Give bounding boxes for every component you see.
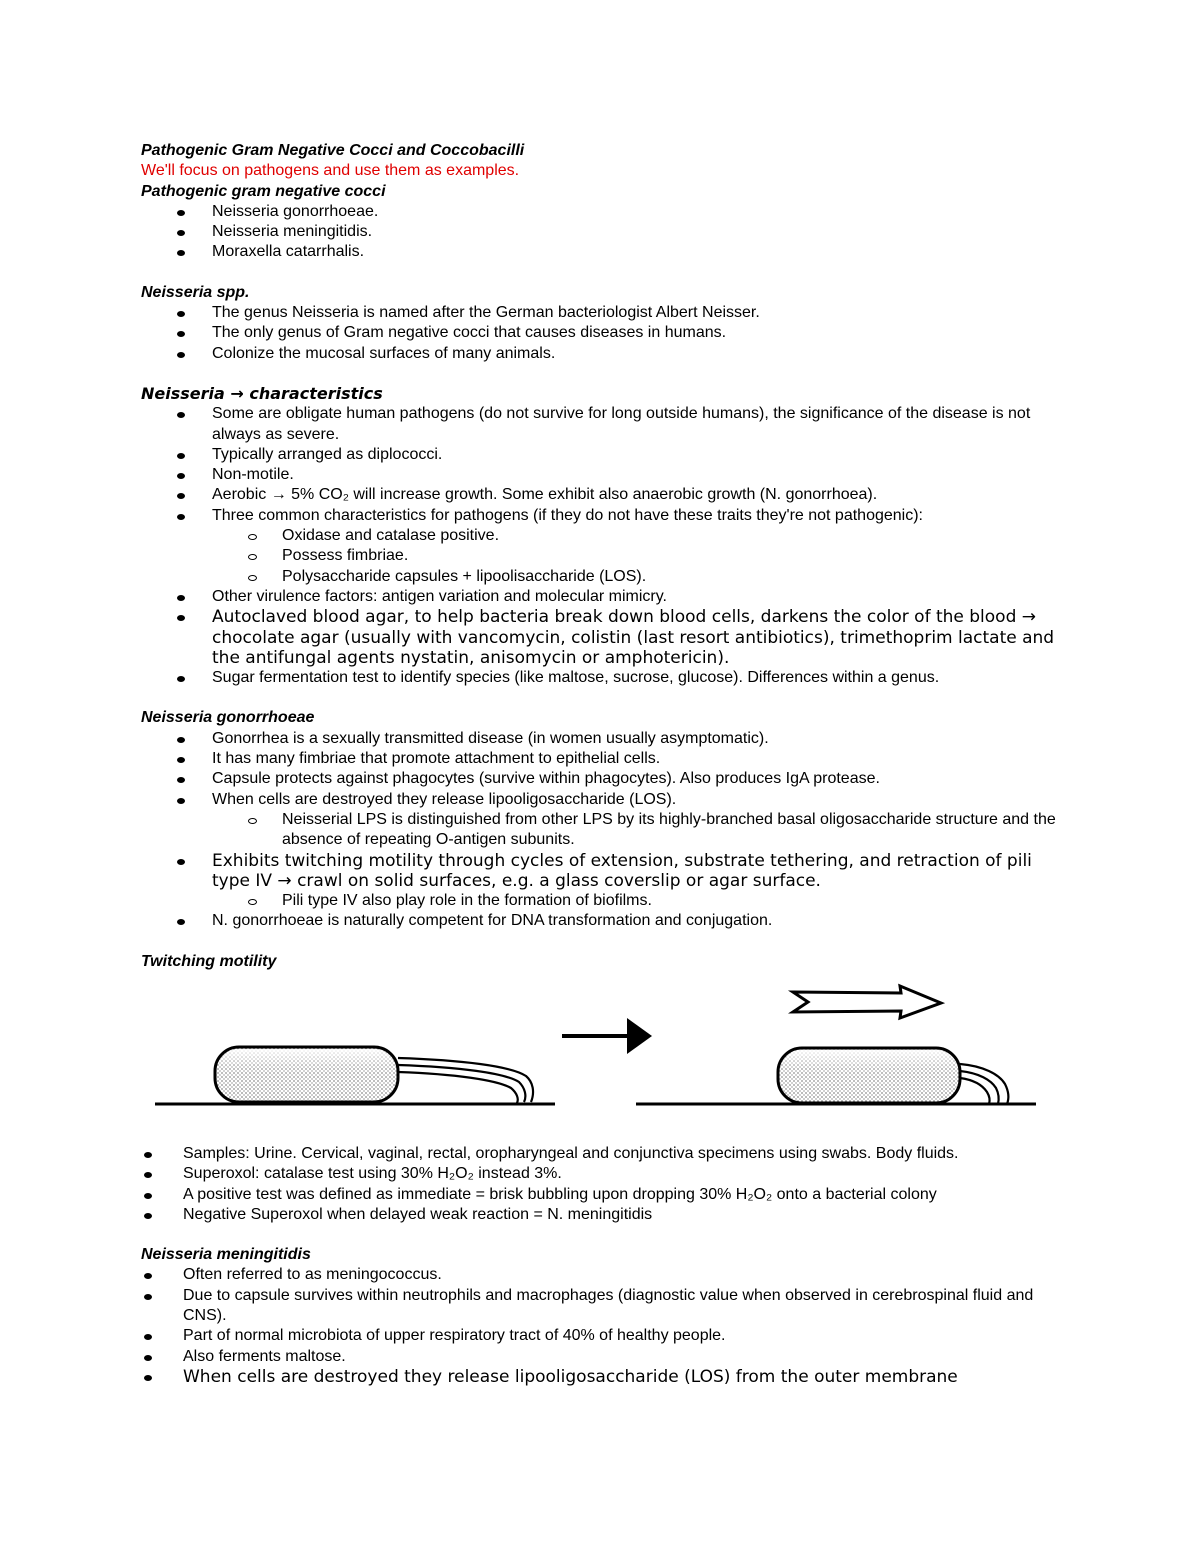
- characteristics-list: [141, 404, 1061, 526]
- gonorrhoeae-sublist-1: [141, 810, 1061, 851]
- section-heading-twitching: Twitching motility: [141, 952, 277, 970]
- list-item: Autoclaved blood agar, to help bacteria break down blood cells, darkens the color of the blood → chocolate agar (usually with vancomycin, colistin (last resort antibiotics), trimethoprim lactate and the antifungal agents nystatin, anisomycin or amphotericin).: [141, 607, 1061, 668]
- section-heading-characteristics: Neisseria → characteristics: [141, 383, 383, 403]
- gonorrhoeae-list-last: [141, 911, 1061, 931]
- list-item: Exhibits twitching motility through cycles of extension, substrate tethering, and retraction of pili type IV → crawl on solid surfaces, e.g. a glass coverslip or agar surface.: [141, 851, 1061, 892]
- list-item: The only genus of Gram negative cocci that causes diseases in humans.: [141, 323, 1061, 343]
- list-item: Often referred to as meningococcus.: [141, 1265, 1061, 1285]
- list-item: Negative Superoxol when delayed weak reaction = N. meningitidis: [141, 1205, 1061, 1225]
- document-title: Pathogenic Gram Negative Cocci and Coccobacilli: [141, 142, 525, 159]
- sub-list-item: Possess fimbriae.: [141, 546, 1061, 566]
- gonorrhoeae-list-twitch: [141, 851, 1061, 892]
- list-item: When cells are destroyed they release lipooligosaccharide (LOS) from the outer membrane: [141, 1367, 1061, 1387]
- list-item: Due to capsule survives within neutrophils and macrophages (diagnostic value when observed in cerebrospinal fluid and CNS).: [141, 1286, 1061, 1327]
- list-item: Samples: Urine. Cervical, vaginal, rectal, oropharyngeal and conjunctiva specimens using swabs. Body fluids.: [141, 1144, 1061, 1164]
- cocci-list: [141, 202, 1061, 263]
- list-item: Also ferments maltose.: [141, 1347, 1061, 1367]
- document-page: [141, 141, 1061, 1387]
- sub-list-item: Pili type IV also play role in the formation of biofilms.: [141, 891, 1061, 911]
- list-item: Part of normal microbiota of upper respiratory tract of 40% of healthy people.: [141, 1326, 1061, 1346]
- list-item: Some are obligate human pathogens (do not survive for long outside humans), the significance of the disease is not always as severe.: [141, 404, 1061, 445]
- sub-list-item: Neisserial LPS is distinguished from other LPS by its highly-branched basal oligosaccharide structure and the absence of repeating O-antigen subunits.: [141, 810, 1061, 851]
- meningitidis-list: [141, 1265, 1061, 1387]
- intro-note: We'll focus on pathogens and use them as examples.: [141, 162, 520, 180]
- list-item: Sugar fermentation test to identify species (like maltose, sucrose, glucose). Differences within a genus.: [141, 668, 1061, 688]
- movement-arrow-icon: [793, 986, 941, 1018]
- sub-list-item: Oxidase and catalase positive.: [141, 526, 1061, 546]
- neisseria-spp-list: [141, 303, 1061, 364]
- twitching-diagram: [141, 972, 1061, 1144]
- sub-list-item: Polysaccharide capsules + lipoolisaccharide (LOS).: [141, 567, 1061, 587]
- list-item: Gonorrhea is a sexually transmitted disease (in women usually asymptomatic).: [141, 729, 1061, 749]
- list-item: Moraxella catarrhalis.: [141, 242, 1061, 262]
- list-item: Three common characteristics for pathogens (if they do not have these traits they're not pathogenic):: [141, 506, 1061, 526]
- list-item: Neisseria meningitidis.: [141, 222, 1061, 242]
- section-heading-neisseria-spp: Neisseria spp.: [141, 283, 250, 301]
- twitching-illustration: [141, 972, 1061, 1144]
- gonorrhoeae-list: [141, 729, 1061, 810]
- pili-right: [960, 1064, 1008, 1104]
- list-item: Typically arranged as diplococci.: [141, 445, 1061, 465]
- list-item: Neisseria gonorrhoeae.: [141, 202, 1061, 222]
- twitching-list: [141, 1144, 1061, 1225]
- characteristics-sublist: [141, 526, 1061, 587]
- list-item: When cells are destroyed they release lipooligosaccharide (LOS).: [141, 790, 1061, 810]
- list-item: The genus Neisseria is named after the German bacteriologist Albert Neisser.: [141, 303, 1061, 323]
- section-heading-gonorrhoeae: Neisseria gonorrhoeae: [141, 709, 315, 727]
- gonorrhoeae-sublist-2: [141, 891, 1061, 911]
- section-heading-meningitidis: Neisseria meningitidis: [141, 1246, 311, 1264]
- list-item: Colonize the mucosal surfaces of many animals.: [141, 344, 1061, 364]
- list-item: Aerobic → 5% CO₂ will increase growth. Some exhibit also anaerobic growth (N. gonorrhoea).: [141, 485, 1061, 505]
- list-item: Superoxol: catalase test using 30% H₂O₂ instead 3%.: [141, 1164, 1061, 1184]
- characteristics-list-cont: [141, 587, 1061, 688]
- list-item: N. gonorrhoeae is naturally competent for DNA transformation and conjugation.: [141, 911, 1061, 931]
- list-item: A positive test was defined as immediate = brisk bubbling upon dropping 30% H₂O₂ onto a bacterial colony: [141, 1185, 1061, 1205]
- arrow-right-icon: [562, 1018, 652, 1054]
- list-item: Other virulence factors: antigen variation and molecular mimicry.: [141, 587, 1061, 607]
- list-item: Non-motile.: [141, 465, 1061, 485]
- list-item: It has many fimbriae that promote attachment to epithelial cells.: [141, 749, 1061, 769]
- list-item: Capsule protects against phagocytes (survive within phagocytes). Also produces IgA protease.: [141, 769, 1061, 789]
- section-heading-cocci: Pathogenic gram negative cocci: [141, 182, 386, 200]
- pili-left: [398, 1058, 533, 1103]
